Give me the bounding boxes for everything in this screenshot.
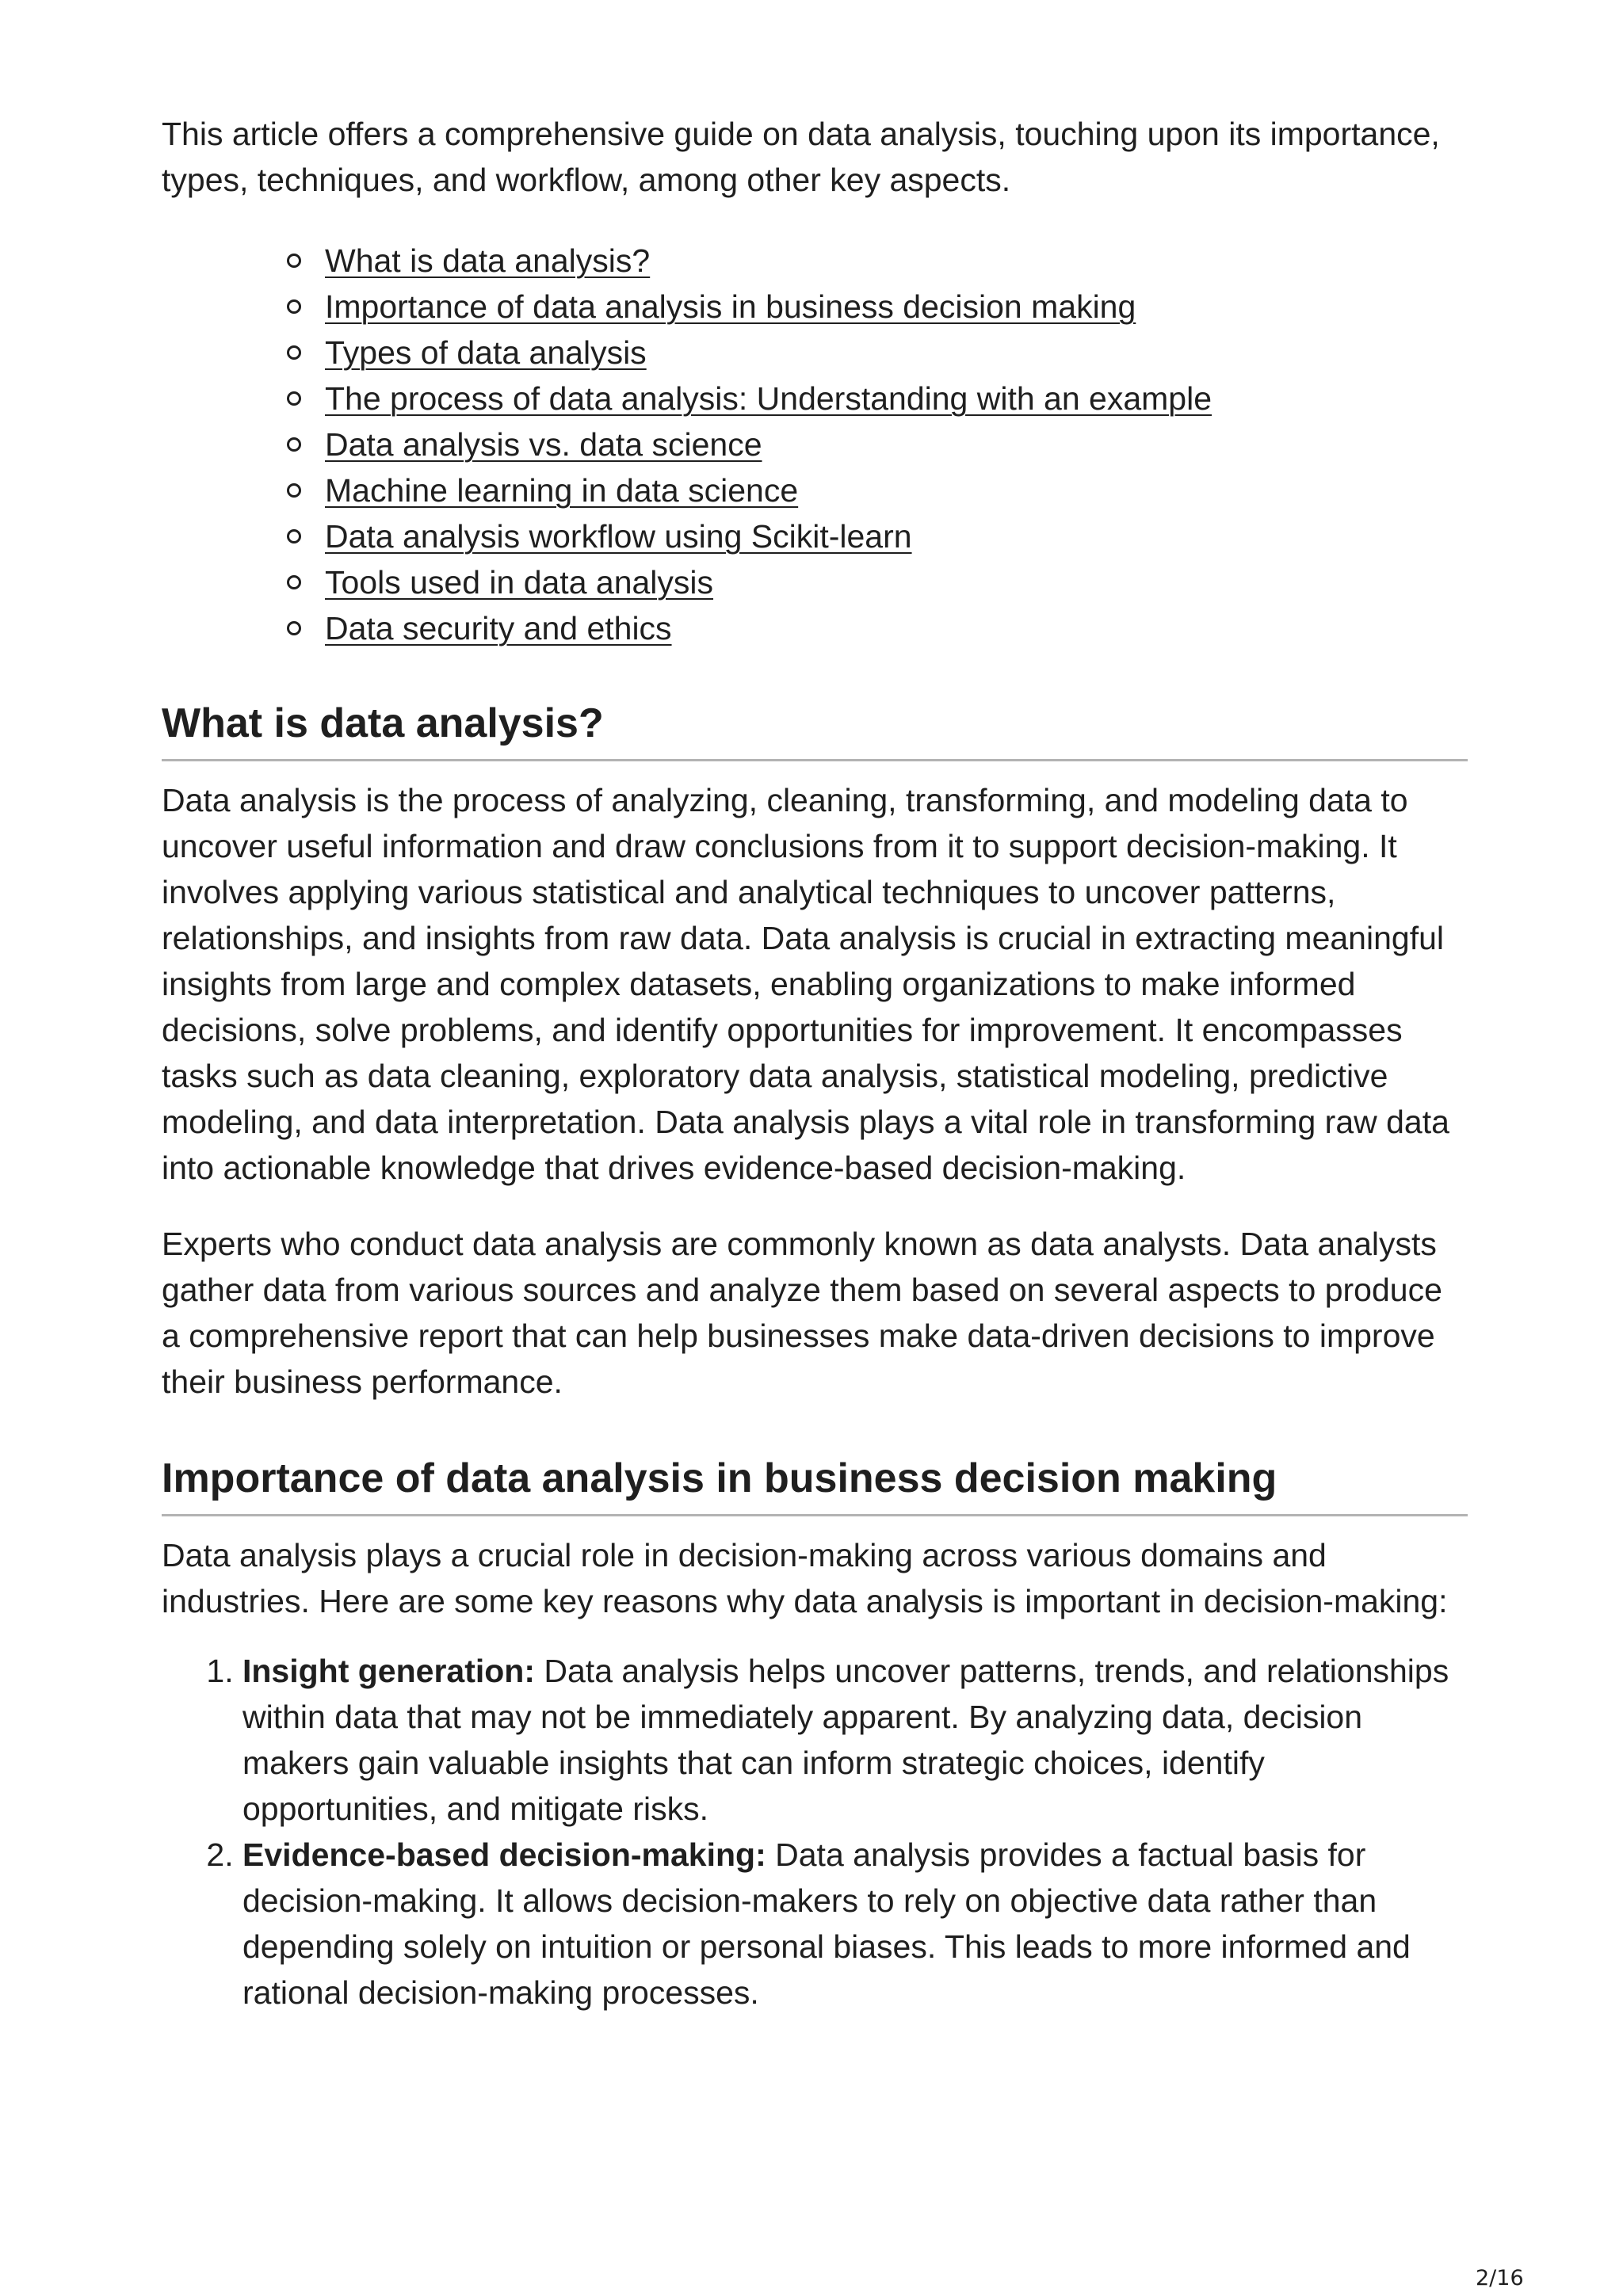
toc-link-what-is-data-analysis[interactable]: What is data analysis? <box>325 242 651 279</box>
circle-bullet-icon <box>287 621 301 635</box>
list-item <box>242 1648 1468 1832</box>
circle-bullet-icon <box>287 575 301 589</box>
toc-item <box>325 238 1468 284</box>
toc-link-security-ethics[interactable]: Data security and ethics <box>325 610 672 646</box>
toc-item <box>325 467 1468 513</box>
circle-bullet-icon <box>287 529 301 543</box>
section2-intro-paragraph: Data analysis plays a crucial role in decision-making across various domains and industries. Here are some key reasons why data analysis is important in decision-making: <box>162 1537 1448 1619</box>
list-item-term: Evidence-based decision-making: <box>242 1836 766 1873</box>
toc-link-machine-learning[interactable]: Machine learning in data science <box>325 472 799 509</box>
circle-bullet-icon <box>287 437 301 452</box>
circle-bullet-icon <box>287 254 301 268</box>
toc-item <box>325 513 1468 559</box>
table-of-contents <box>162 238 1468 651</box>
intro-paragraph: This article offers a comprehensive guide on data analysis, touching upon its importance, types, techniques, and workflow, among other key aspects. <box>162 116 1440 198</box>
page-number: 2/16 <box>1476 2266 1524 2290</box>
toc-item <box>325 559 1468 605</box>
reasons-list <box>162 1648 1468 2016</box>
list-item-text: Data analysis provides a factual basis for decision-making. It allows decision-makers to rely on objective data rather than depending solely on intuition or personal biases. This leads to more informed and rational decision-making processes. <box>242 1836 1411 2011</box>
toc-link-importance[interactable]: Importance of data analysis in business decision making <box>325 288 1136 325</box>
toc-item <box>325 330 1468 376</box>
circle-bullet-icon <box>287 483 301 498</box>
toc-link-tools[interactable]: Tools used in data analysis <box>325 564 714 601</box>
toc-item <box>325 605 1468 651</box>
section-heading-what-is-data-analysis: What is data analysis? <box>162 697 1468 761</box>
toc-item <box>325 376 1468 421</box>
toc-link-workflow-scikit-learn[interactable]: Data analysis workflow using Scikit-learn <box>325 518 912 555</box>
list-item-term: Insight generation: <box>242 1653 535 1689</box>
circle-bullet-icon <box>287 391 301 406</box>
circle-bullet-icon <box>287 299 301 314</box>
list-item <box>242 1832 1468 2016</box>
document-page <box>162 111 1468 2016</box>
section1-paragraph: Data analysis is the process of analyzing, cleaning, transforming, and modeling data to uncover useful information and draw conclusions from it to support decision-making. It involves applying various statistical and analytical techniques to uncover patterns, relationships, and insights from raw data. Data analysis is crucial in extracting meaningful insights from large and complex datasets, enabling organizations to make informed decisions, solve problems, and identify opportunities for improvement. It encompasses tasks such as data cleaning, exploratory data analysis, statistical modeling, predictive modeling, and data interpretation. Data analysis plays a vital role in transforming raw data into actionable knowledge that drives evidence-based decision-making. <box>162 782 1449 1186</box>
section1-paragraph: Experts who conduct data analysis are commonly known as data analysts. Data analysts gather data from various sources and analyze them based on several aspects to produce a comprehensive report that can help businesses make data-driven decisions to improve their business performance. <box>162 1226 1442 1400</box>
toc-link-types[interactable]: Types of data analysis <box>325 334 647 371</box>
toc-link-analysis-vs-science[interactable]: Data analysis vs. data science <box>325 426 762 463</box>
toc-item <box>325 421 1468 467</box>
toc-item <box>325 284 1468 330</box>
list-item-text: Data analysis helps uncover patterns, trends, and relationships within data that may not be immediately apparent. By analyzing data, decision makers gain valuable insights that can inform strategic choices, identify opportunities, and mitigate risks. <box>242 1653 1449 1827</box>
section-heading-importance: Importance of data analysis in business decision making <box>162 1452 1468 1516</box>
circle-bullet-icon <box>287 345 301 360</box>
toc-link-process[interactable]: The process of data analysis: Understanding with an example <box>325 380 1212 417</box>
